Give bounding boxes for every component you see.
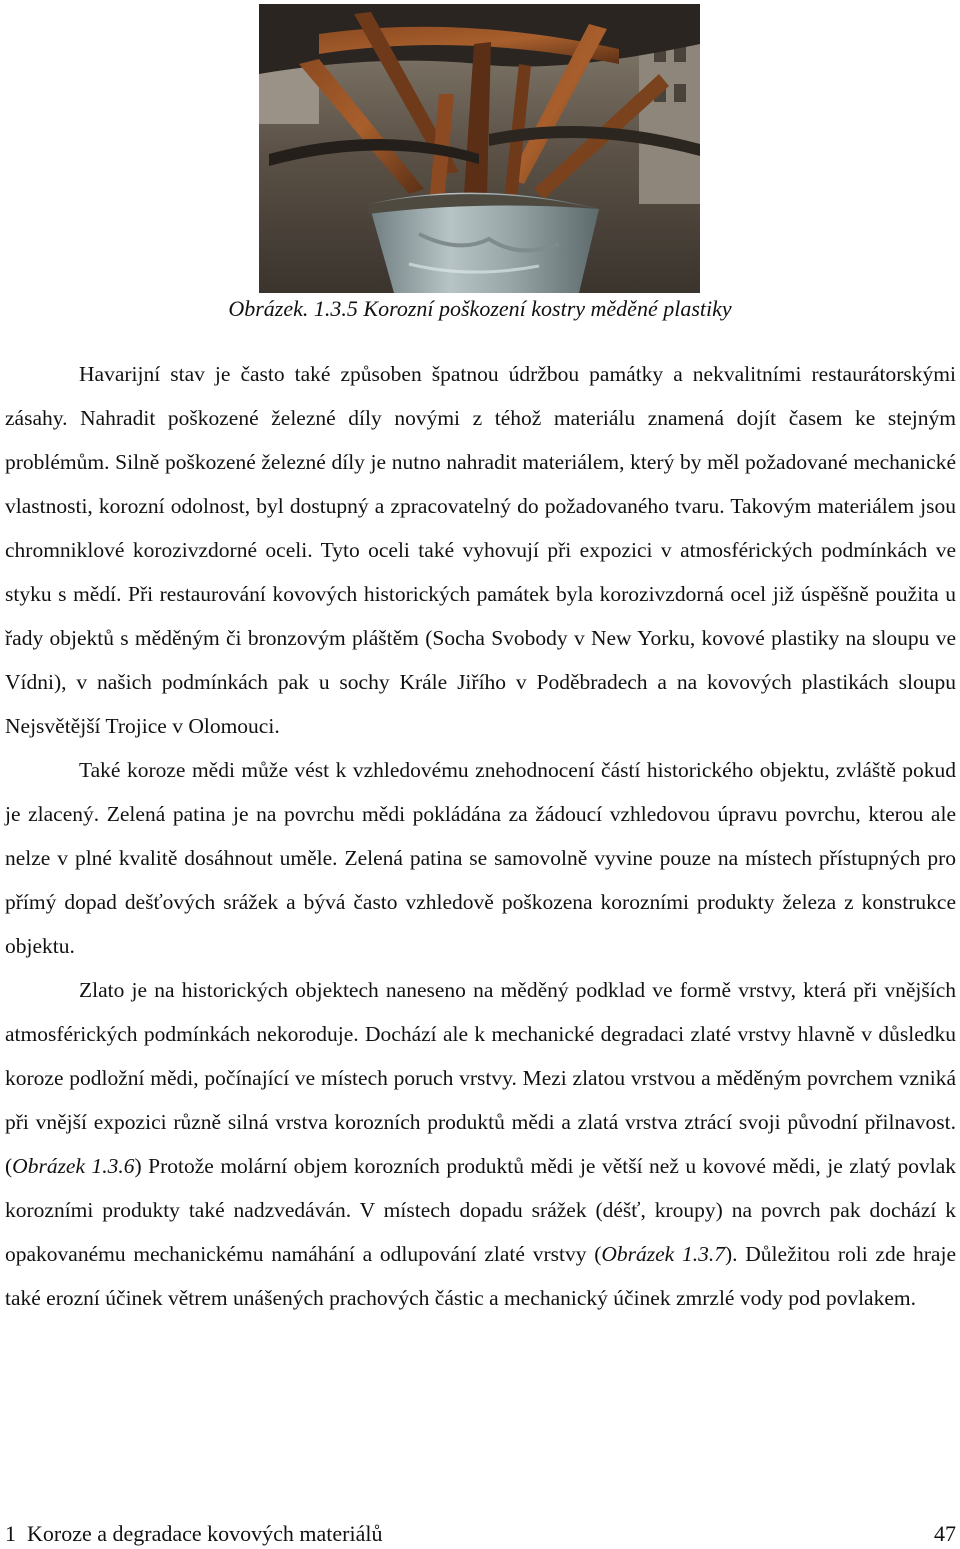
figure-photo [259, 4, 700, 293]
corroded-statue-frame-photo [259, 4, 700, 293]
paragraph-text: Havarijní stav je často také způsoben špatnou údržbou památky a nekvalitními restaurátorskými zásahy. Nahradit poškozené železné díly novými z téhož materiálu znamená dojít časem ke stejným problémům. Silně poškozené železné díly je nutno nahradit materiálem, který by měl požadované mechanické vlastnosti, korozní odolnost, byl dostupný a zpracovatelný do požadovaného tvaru. Takovým materiálem jsou chromniklové korozivzdorné oceli. Tyto oceli také vyhovují při expozici v atmosférických podmínkách ve styku s mědí. Při restaurování kovových historických památek byla korozivzdorná ocel již úspěšně použita u řady objektů s měděným či bronzovým pláštěm (Socha Svobody v New Yorku, kovové plastiky na sloupu ve Vídni), v našich podmínkách pak u sochy Krále Jiřího v Poděbradech a na kovových plastikách sloupu Nejsvětější Trojice v Olomouci. [5, 362, 956, 738]
figure-caption: Obrázek. 1.3.5 Korozní poškození kostry měděné plastiky [228, 296, 732, 321]
paragraph-3 [5, 968, 956, 1320]
figure-reference: Obrázek 1.3.6 [12, 1154, 135, 1178]
paragraph-text: Také koroze mědi může vést k vzhledovému znehodnocení částí historického objektu, zvláště pokud je zlacený. Zelená patina je na povrchu mědi pokládána za žádoucí vzhledovou úpravu povrchu, kterou ale nelze v plné kvalitě dosáhnout uměle. Zelená patina se samovolně vyvine pouze na místech přístupných pro přímý dopad dešťových srážek a bývá často vzhledově poškozena korozními produkty železa z konstrukce objektu. [5, 758, 956, 958]
paragraph-2 [5, 748, 956, 968]
footer-chapter-title: 1 Koroze a degradace kovových materiálů [5, 1521, 383, 1546]
page-footer [5, 1520, 956, 1548]
figure-reference: Obrázek 1.3.7 [601, 1242, 725, 1266]
paragraph-text: Zlato je na historických objektech naneseno na měděný podklad ve formě vrstvy, která při vnějších atmosférických podmínkách nekoroduje. Dochází ale k mechanické degradaci zlaté vrstvy hlavně v důsledku koroze podložní mědi, počínající ve místech poruch vrstvy. Mezi zlatou vrstvou a měděným povrchem vzniká při vnější expozici různě silná vrstva korozních produktů mědi a zlatá vrstva ztrácí svoji původní přilnavost. ( [5, 978, 956, 1178]
paragraph-1 [5, 352, 956, 748]
paragraph-text: ). Důležitou roli zde hraje také erozní účinek větrem unášených prachových částic a mechanický účinek zmrzlé vody pod povlakem. [5, 1242, 956, 1310]
paragraph-text: ) Protože molární objem korozních produktů mědi je větší než u kovové mědi, je zlatý povlak korozními produkty také nadzvedáván. V místech dopadu srážek (déšť, kroupy) na povrch pak dochází k opakovanému mechanickému namáhání a odlupování zlaté vrstvy ( [5, 1154, 956, 1266]
body-text [5, 352, 956, 1320]
page-number: 47 [934, 1521, 956, 1546]
